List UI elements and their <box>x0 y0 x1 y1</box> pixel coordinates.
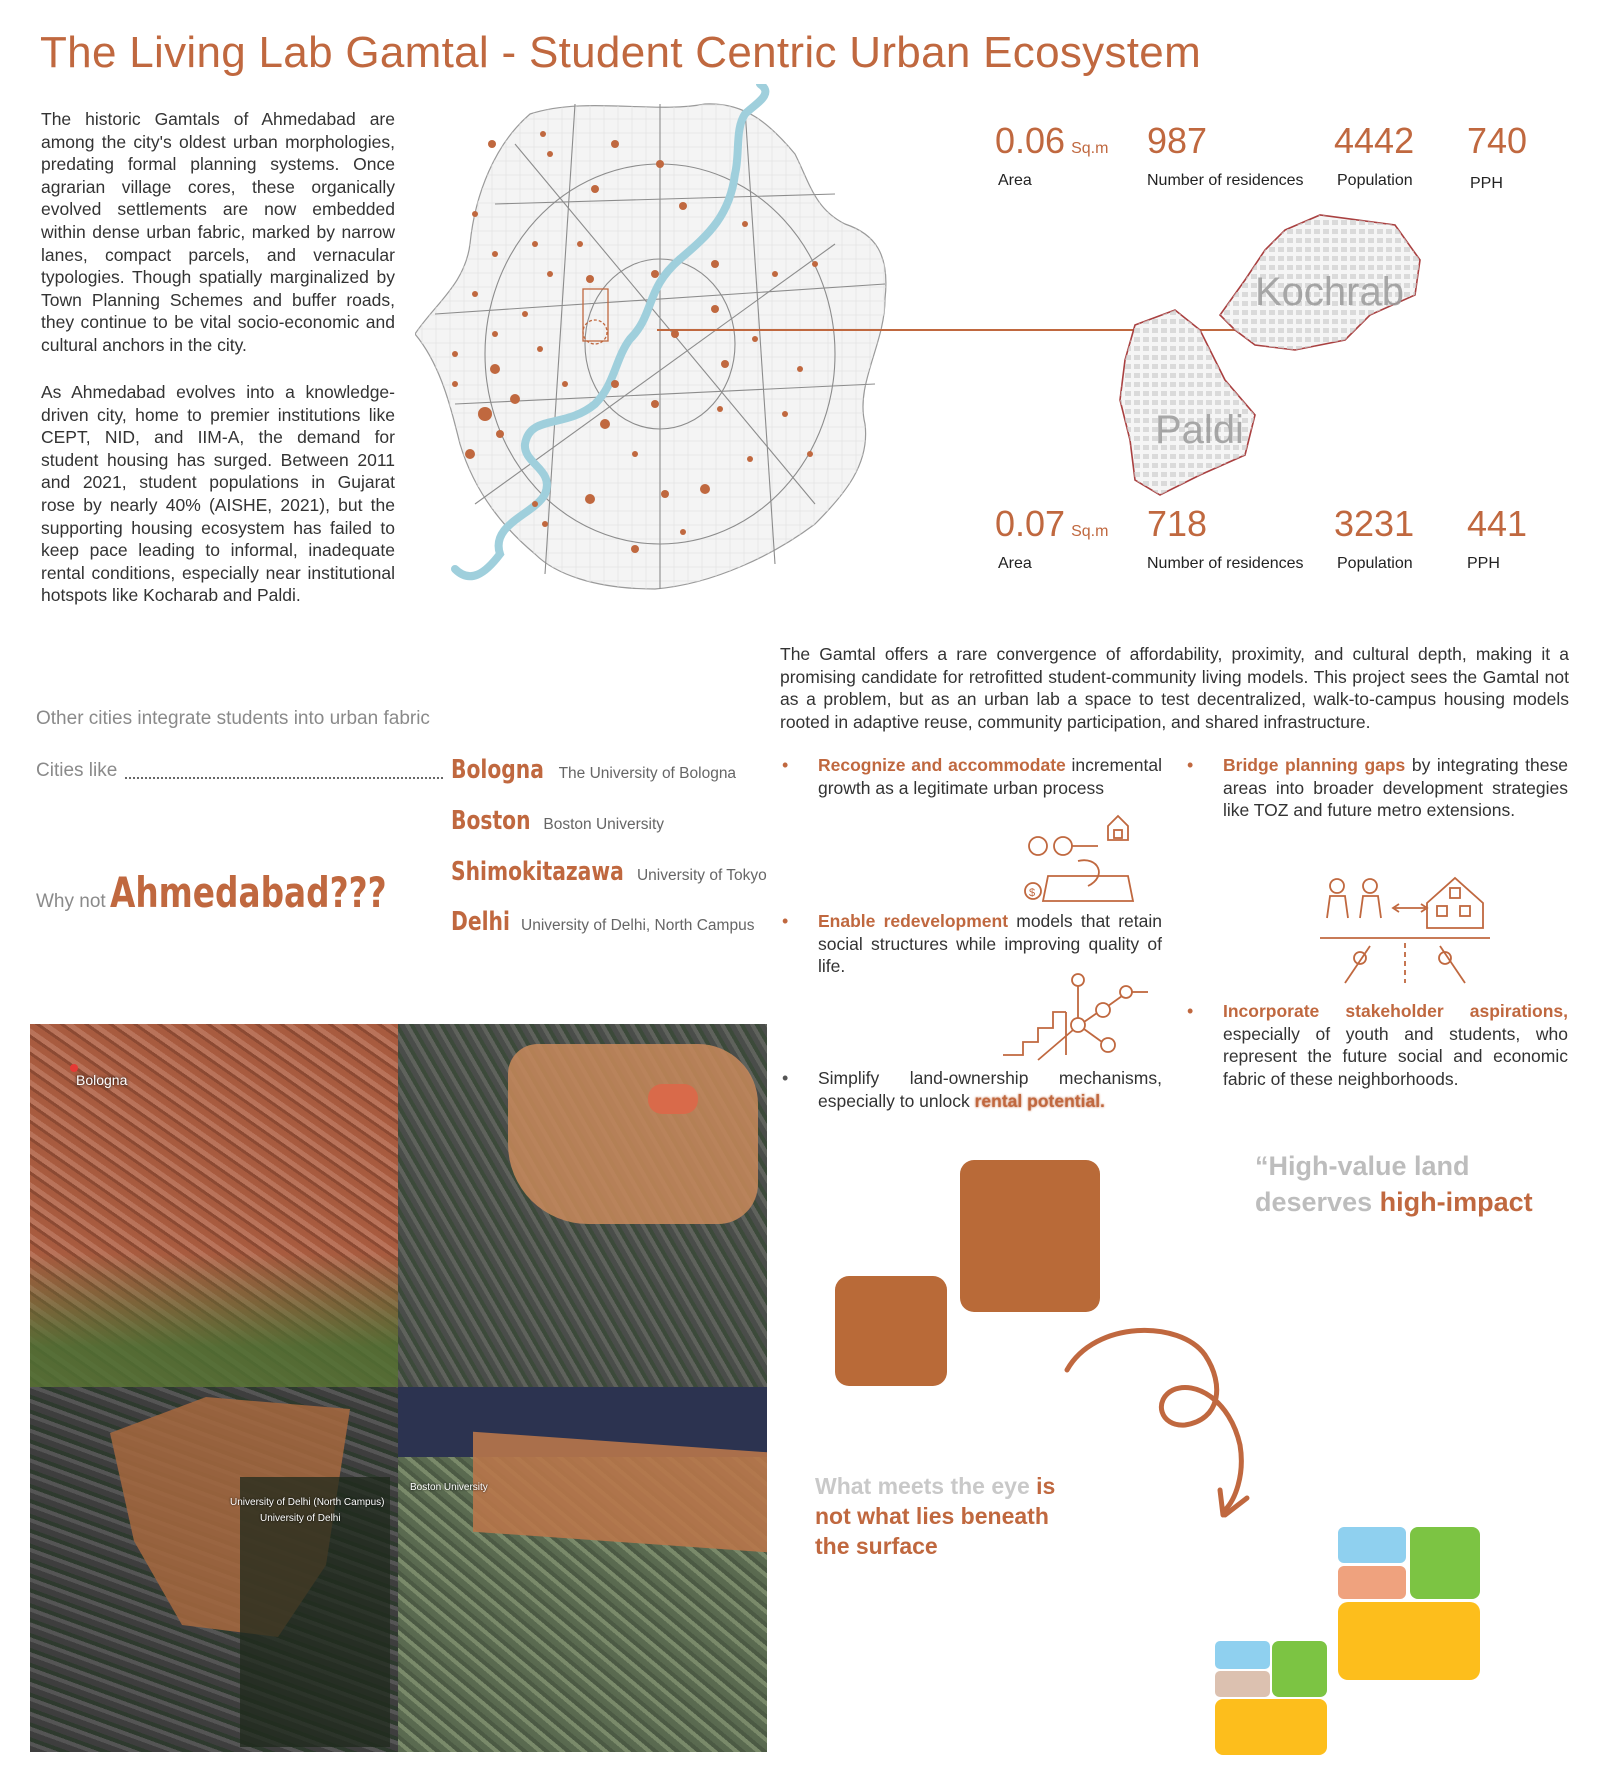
bullet-simplify <box>782 1067 1162 1112</box>
stat-paldi-residences: 718 <box>1147 503 1208 544</box>
bullet-dot: • <box>1187 755 1194 775</box>
bullet-incorporate <box>1187 1000 1568 1090</box>
stat-value: 0.06 <box>995 120 1066 161</box>
stat-paldi-residences-label: Number of residences <box>1147 555 1304 572</box>
stat-kochrab-pph: 740 <box>1467 120 1528 161</box>
stat-kochrab-residences-label: Number of residences <box>1147 172 1304 189</box>
city-name: Bologna <box>451 755 544 785</box>
satellite-label-delhi-2: University of Delhi <box>260 1513 341 1524</box>
stat-kochrab-population-label: Population <box>1337 172 1413 189</box>
stat-value: 0.07 <box>995 503 1066 544</box>
city-university: University of Tokyo <box>636 867 767 884</box>
satellite-shimokitazawa <box>398 1024 767 1387</box>
intro-paragraph-2: As Ahmedabad evolves into a knowledge-driven city, home to premier institutions like CEPT, NID, and IIM-A, the demand for student housing has surged. Between 2011 and 2021, student populations in Gujarat rose by nearly 40% (AISHE, 2021), but the supporting housing ecosystem has failed to keep pace leading to informal, inadequate rental conditions, especially near institutional hotspots like Kocharab and Paldi. <box>41 382 395 606</box>
neighborhood-outlines <box>1115 210 1435 500</box>
city-boston <box>451 806 664 836</box>
satellite-bologna <box>30 1024 398 1387</box>
stat-kochrab-area-label: Area <box>998 172 1032 189</box>
bullet-highlight: Enable redevelopment <box>818 911 1009 931</box>
why-not-label: Why not <box>36 891 106 912</box>
city-university: The University of Bologna <box>558 765 737 782</box>
satellite-label-boston: Boston University <box>410 1482 488 1493</box>
stat-kochrab-pph-label: PPH <box>1470 175 1503 192</box>
stat-kochrab-residences: 987 <box>1147 120 1208 161</box>
quote-highlight: high-impact <box>1379 1187 1533 1217</box>
bullet-recognize <box>782 754 1162 799</box>
ahmedabad-gamtal-map <box>415 84 915 654</box>
quote-meets-the-eye <box>815 1471 1075 1561</box>
bullet-highlight: Incorporate stakeholder aspirations, <box>1223 1001 1568 1021</box>
paldi-label: Paldi <box>1155 408 1244 452</box>
quote-grey: What meets the eye <box>815 1473 1037 1499</box>
bullet-dot: • <box>782 755 789 775</box>
quote-highlight: is not what lies beneath the surface <box>815 1473 1056 1559</box>
stat-kochrab-area <box>995 120 1108 162</box>
bullet-text: models that retain social structures while improving quality of life. <box>818 911 1162 977</box>
stat-paldi-area <box>995 503 1108 545</box>
bullet-text: Simplify land-ownership mechanisms, especially to unlock <box>818 1068 1162 1111</box>
other-cities-heading: Other cities integrate students into urban fabric <box>36 708 430 729</box>
satellite-label-delhi-1: University of Delhi (North Campus) <box>230 1497 385 1508</box>
block-peach-small <box>1215 1671 1270 1697</box>
block-blue-large <box>1338 1527 1406 1563</box>
satellite-collage <box>30 1024 767 1752</box>
bullet-text: especially of youth and students, who represent the future social and economic fabric of these neighborhoods. <box>1223 1023 1568 1089</box>
cities-like-label: Cities like <box>36 760 118 781</box>
stat-paldi-pph: 441 <box>1467 503 1528 544</box>
why-not-city: Ahmedabad??? <box>110 868 387 917</box>
city-bologna <box>451 755 736 785</box>
bullet-highlight: rental potential. <box>974 1090 1105 1111</box>
city-name: Boston <box>451 806 531 836</box>
curly-arrow-icon <box>1055 1315 1275 1525</box>
city-shimokitazawa <box>451 857 767 887</box>
convergence-paragraph: The Gamtal offers a rare convergence of affordability, proximity, and cultural depth, making it a promising candidate for retrofitted student-community living models. This project sees the Gamtal not as a problem, but as an urban lab a space to test decentralized, walk-to-campus housing models rooted in adaptive reuse, community participation, and shared infrastructure. <box>780 644 1569 732</box>
why-not-ahmedabad <box>36 868 465 917</box>
satellite-delhi <box>30 1387 398 1752</box>
kochrab-label: Kochrab <box>1255 270 1404 314</box>
brown-block-small <box>835 1276 947 1386</box>
block-blue-small <box>1215 1641 1270 1669</box>
block-green-small <box>1272 1641 1327 1697</box>
satellite-label-bologna: Bologna <box>76 1072 128 1088</box>
svg-text:$: $ <box>1029 887 1036 899</box>
quote-high-value-land <box>1255 1148 1565 1220</box>
city-name: Shimokitazawa <box>451 857 624 887</box>
bullet-dot: • <box>782 911 789 931</box>
block-green-large <box>1410 1527 1480 1599</box>
bullet-highlight: Bridge planning gaps <box>1223 755 1406 775</box>
stat-unit: Sq.m <box>1071 523 1109 540</box>
block-yellow-large <box>1338 1602 1480 1680</box>
bullet-enable <box>782 910 1162 978</box>
satellite-boston <box>398 1387 767 1752</box>
stat-paldi-pph-label: PPH <box>1467 555 1500 572</box>
stat-paldi-area-label: Area <box>998 555 1032 572</box>
city-university: University of Delhi, North Campus <box>521 917 755 934</box>
bullet-dot: • <box>1187 1001 1194 1021</box>
growth-route-icon <box>1018 806 1138 906</box>
bullet-highlight: Recognize and accommodate <box>818 755 1066 775</box>
stat-unit: Sq.m <box>1071 140 1109 157</box>
city-university: Boston University <box>543 816 665 833</box>
city-name: Delhi <box>451 907 510 937</box>
intro-paragraph-1: The historic Gamtals of Ahmedabad are among the city's oldest urban morphologies, predating formal planning systems. Once agrarian village cores, these organically evolved settlements are now embedded within dense urban fabric, marked by narrow lanes, compact parcels, and vernacular typologies. Though spatially marginalized by Town Planning Schemes and buffer roads, they continue to be vital socio-economic and cultural anchors in the city. <box>41 109 395 355</box>
stat-paldi-population-label: Population <box>1337 555 1413 572</box>
brown-block-large <box>960 1160 1100 1312</box>
stat-paldi-population: 3231 <box>1334 503 1415 544</box>
bullet-text: incremental growth as a legitimate urban process <box>818 755 1162 798</box>
city-delhi <box>451 907 754 937</box>
stat-kochrab-population: 4442 <box>1334 120 1415 161</box>
quote-grey: “High-value land deserves <box>1255 1151 1470 1217</box>
block-yellow-small <box>1215 1699 1327 1755</box>
dotted-leader <box>125 757 443 779</box>
bullet-bridge <box>1187 754 1568 822</box>
circuit-growth-icon <box>998 970 1158 1070</box>
page-title: The Living Lab Gamtal - Student Centric Urban Ecosystem <box>40 28 1202 77</box>
community-housing-icon <box>1315 868 1495 988</box>
bullet-text: by integrating these areas into broader development strategies like TOZ and future metro extensions. <box>1223 755 1568 821</box>
bullet-dot: • <box>782 1068 789 1088</box>
block-peach-large <box>1338 1566 1406 1599</box>
